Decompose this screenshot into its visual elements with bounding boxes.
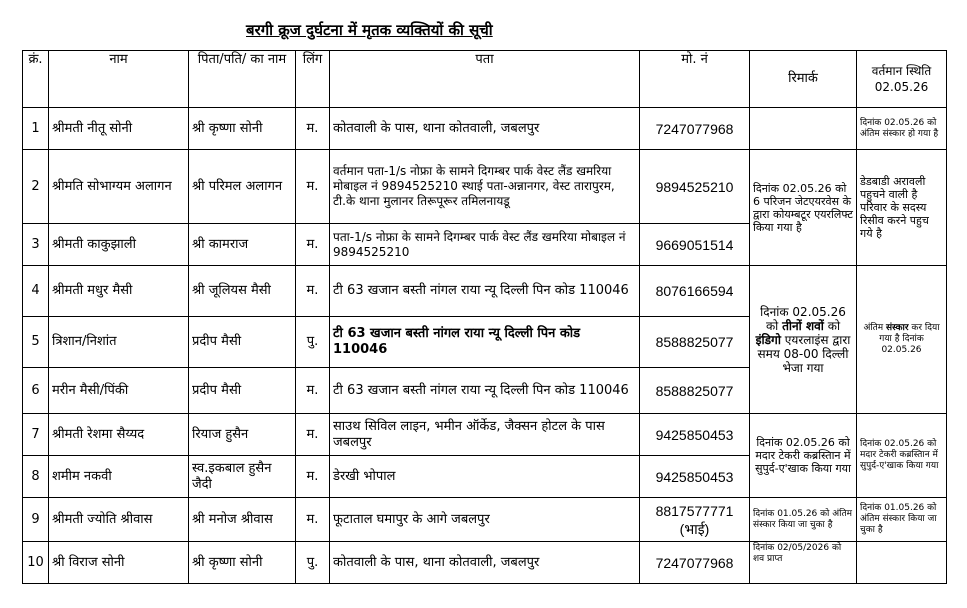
father-cell: श्री परिमल अलागन: [189, 150, 296, 224]
header-gender: लिंग: [296, 51, 330, 108]
mobile-cell: 8588825077: [640, 317, 750, 368]
table-row: [23, 108, 947, 150]
gender-cell: म.: [296, 414, 330, 456]
document-title: बरगी क्रूज दुर्घटना में मृतक व्यक्तियों की सूची: [246, 21, 493, 39]
status-cell: डेडबाडी अरावली पहुचने वाली है परिवार के सदस्य रिसीव करने पहुच गये है: [857, 150, 947, 266]
serial-cell: 8: [23, 456, 49, 498]
address-cell: टी 63 खजान बस्ती नांगल राया न्यू दिल्ली पिन कोड 110046: [330, 368, 640, 414]
header-name: नाम: [49, 51, 189, 108]
father-cell: प्रदीप मैसी: [189, 317, 296, 368]
gender-cell: पु.: [296, 317, 330, 368]
gender-cell: म.: [296, 266, 330, 317]
serial-cell: 9: [23, 498, 49, 542]
header-status: वर्तमान स्थिति 02.05.26: [857, 51, 947, 108]
status-text-bold: संस्कार: [886, 323, 909, 333]
name-cell: शमीम नकवी: [49, 456, 189, 498]
remark-cell: दिनांक 01.05.26 को अंतिम संस्कार किया जा चुका है: [750, 498, 857, 542]
gender-cell: म.: [296, 368, 330, 414]
remark-cell: [750, 266, 857, 414]
gender-cell: म.: [296, 498, 330, 542]
remark-text: दिनांक 02.05.26 को: [760, 304, 846, 333]
remark-text-bold: इंडिगो: [755, 332, 781, 347]
header-address: पता: [330, 51, 640, 108]
header-mobile: मो. नं: [640, 51, 750, 108]
header-father: पिता/पति/ का नाम: [189, 51, 296, 108]
remark-text: को: [823, 318, 841, 333]
serial-cell: 5: [23, 317, 49, 368]
address-cell: वर्तमान पता-1/s नोफ्रा के सामने दिगम्बर पार्क वेस्ट लैंड खमरिया मोबाइल नं 9894525210 स्थाई पता-अन्नानगर, वेस्ट तारापुरम, टी.के थाना मुलानर तिरूपूरूर तमिलनायडू: [330, 150, 640, 224]
father-cell: रियाज हुसैन: [189, 414, 296, 456]
gender-cell: म.: [296, 224, 330, 266]
address-cell: पता-1/s नोफ्रा के सामने दिगम्बर पार्क वेस्ट लैंड खमरिया मोबाइल नं 9894525210: [330, 224, 640, 266]
status-cell: [857, 266, 947, 414]
father-cell: श्री कृष्णा सोनी: [189, 542, 296, 584]
header-serial: क्रं.: [23, 51, 49, 108]
name-cell: श्रीमती रेशमा सैय्यद: [49, 414, 189, 456]
gender-cell: म.: [296, 150, 330, 224]
father-cell: श्री मनोज श्रीवास: [189, 498, 296, 542]
serial-cell: 1: [23, 108, 49, 150]
header-row: [23, 51, 947, 108]
serial-cell: 6: [23, 368, 49, 414]
remark-cell: दिनांक 02.05.26 को मदार टेकरी कब्रस्तिान में सुपुर्द-ए'खाक किया गया: [750, 414, 857, 498]
serial-cell: 7: [23, 414, 49, 456]
name-cell: त्रिशान/निशांत: [49, 317, 189, 368]
name-cell: श्रीमती नीतू सोनी: [49, 108, 189, 150]
address-cell: साउथ सिविल लाइन, भमीन ऑर्केड, जैक्सन होटल के पास जबलपुर: [330, 414, 640, 456]
serial-cell: 4: [23, 266, 49, 317]
mobile-cell: 8076166594: [640, 266, 750, 317]
status-text: कर दिया गया है दिनांक 02.05.26: [879, 323, 940, 355]
remark-cell: दिनांक 02/05/2026 को शव प्राप्त: [750, 542, 857, 584]
father-cell: स्व.इकबाल हुसैन जैदी: [189, 456, 296, 498]
serial-cell: 3: [23, 224, 49, 266]
status-cell: दिनांक 02.05.26 को अंतिम संस्कार हो गया है: [857, 108, 947, 150]
status-cell: दिनांक 01.05.26 को अंतिम संस्कार किया जा चुका है: [857, 498, 947, 542]
victims-table: [22, 50, 947, 584]
name-cell: श्रीमति सोभाग्यम अलागन: [49, 150, 189, 224]
mobile-cell: 9894525210: [640, 150, 750, 224]
serial-cell: 10: [23, 542, 49, 584]
remark-text: एयरलाइंस द्वारा समय 08-00 दिल्ली भेजा गया: [757, 332, 851, 375]
father-cell: प्रदीप मैसी: [189, 368, 296, 414]
father-cell: श्री कामराज: [189, 224, 296, 266]
name-cell: श्रीमती काकुझाली: [49, 224, 189, 266]
status-text: अंतिम: [863, 323, 887, 333]
mobile-cell: 8817577771 (भाई): [640, 498, 750, 542]
name-cell: श्रीमती मधुर मैसी: [49, 266, 189, 317]
address-cell: फूटाताल घमापुर के आगे जबलपुर: [330, 498, 640, 542]
father-cell: श्री जूलियस मैसी: [189, 266, 296, 317]
header-remark: रिमार्क: [750, 51, 857, 108]
table-row: [23, 266, 947, 317]
gender-cell: पु.: [296, 542, 330, 584]
remark-cell: [750, 108, 857, 150]
mobile-cell: 7247077968: [640, 108, 750, 150]
name-cell: श्री विराज सोनी: [49, 542, 189, 584]
mobile-cell: 8588825077: [640, 368, 750, 414]
mobile-cell: 9425850453: [640, 414, 750, 456]
serial-cell: 2: [23, 150, 49, 224]
gender-cell: म.: [296, 108, 330, 150]
address-cell: टी 63 खजान बस्ती नांगल राया न्यू दिल्ली पिन कोड 110046: [330, 317, 640, 368]
status-cell: दिनांक 02.05.26 को मदार टेकरी कब्रस्तिान में सुपुर्द-ए'खाक किया गया: [857, 414, 947, 498]
table-row: [23, 498, 947, 542]
table-row: [23, 414, 947, 456]
table-row: [23, 150, 947, 224]
status-cell: [857, 542, 947, 584]
remark-cell: दिनांक 02.05.26 को 6 परिजन जेटएयरवेस के द्वारा कोयम्बटूर एयरलिफ्ट किया गया है: [750, 150, 857, 266]
mobile-cell: 7247077968: [640, 542, 750, 584]
address-cell: कोतवाली के पास, थाना कोतवाली, जबलपुर: [330, 542, 640, 584]
address-cell: टी 63 खजान बस्ती नांगल राया न्यू दिल्ली पिन कोड 110046: [330, 266, 640, 317]
name-cell: श्रीमती ज्योति श्रीवास: [49, 498, 189, 542]
mobile-cell: 9669051514: [640, 224, 750, 266]
address-cell: कोतवाली के पास, थाना कोतवाली, जबलपुर: [330, 108, 640, 150]
father-cell: श्री कृष्णा सोनी: [189, 108, 296, 150]
address-cell: डेरखी भोपाल: [330, 456, 640, 498]
mobile-cell: 9425850453: [640, 456, 750, 498]
remark-text-bold: तीनों शवों: [782, 318, 824, 333]
name-cell: मरीन मैसी/पिंकी: [49, 368, 189, 414]
gender-cell: म.: [296, 456, 330, 498]
table-row: [23, 542, 947, 584]
